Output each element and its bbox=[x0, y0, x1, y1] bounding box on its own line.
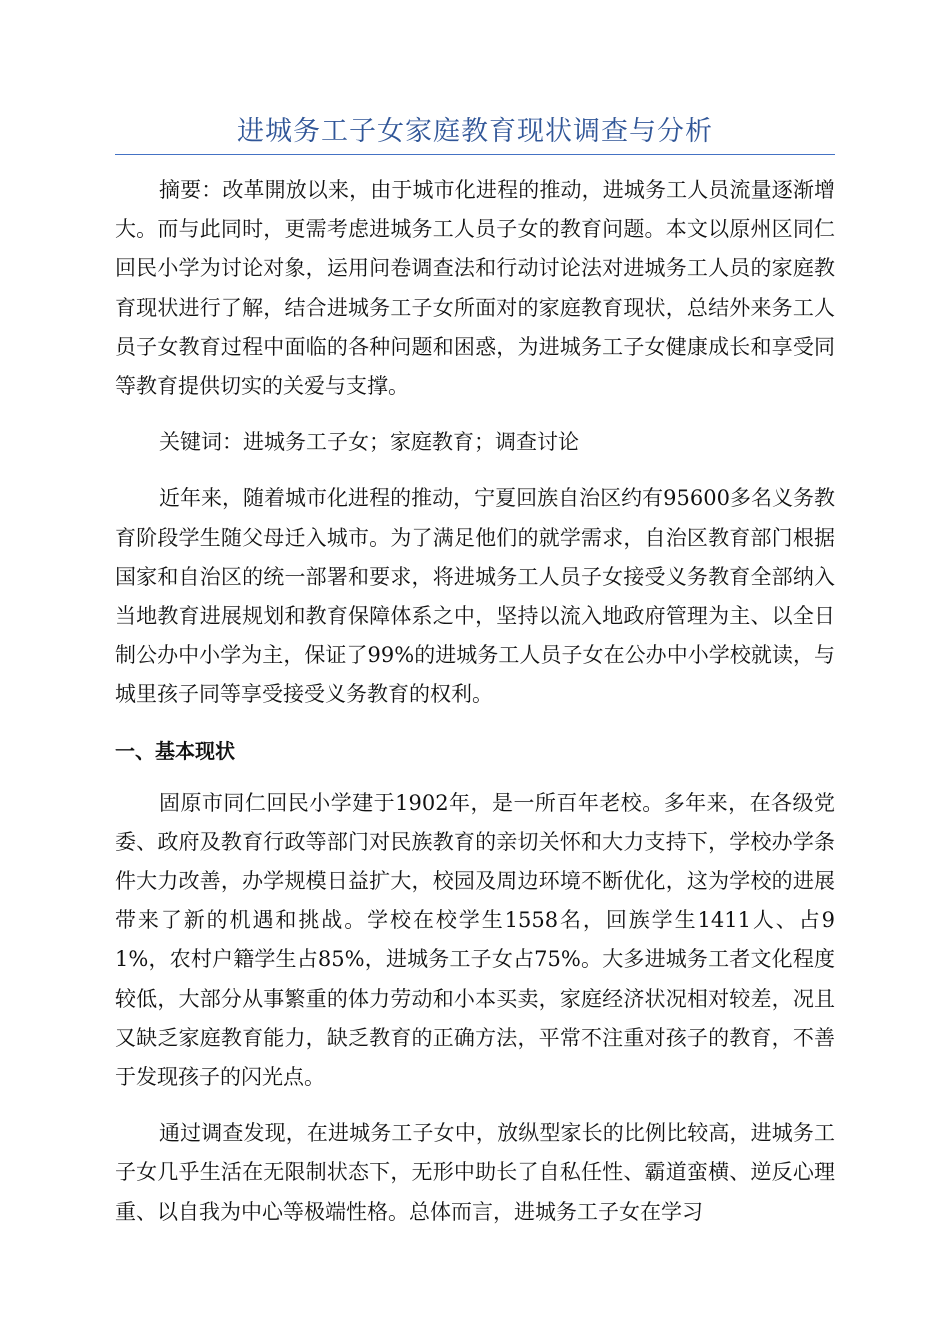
section-heading: 一、基本现状 bbox=[115, 738, 235, 763]
intro-paragraph: 近年来，随着城市化进程的推动，宁夏回族自治区约有95600多名义务教育阶段学生随父母迁入城市。为了满足他们的就学需求，自治区教育部门根据国家和自治区的统一部署和要求，将进城务工人员子女接受义务教育全部纳入当地教育进展规划和教育保障体系之中，坚持以流入地政府管理为主、以全日制公办中小学为主，保证了99%的进城务工人员子女在公办中小学校就读，与城里孩子同等享受接受义务教育的权利。 bbox=[115, 486, 835, 707]
title-underline bbox=[115, 154, 835, 155]
keywords-paragraph: 关键词：进城务工子女；家庭教育；调查讨论 bbox=[159, 430, 579, 455]
section-paragraph: 通过调查发现，在进城务工子女中，放纵型家长的比例比较高，进城务工子女几乎生活在无限制状态下，无形中助长了自私任性、霸道蛮横、逆反心理重、以自我为中心等极端性格。总体而言，进城务工子女在学习 bbox=[115, 1121, 835, 1224]
section-paragraph: 固原市同仁回民小学建于1902年，是一所百年老校。多年来，在各级党委、政府及教育行政等部门对民族教育的亲切关怀和大力支持下，学校办学条件大力改善，办学规模日益扩大，校园及周边环境不断优化，这为学校的进展带来了新的机遇和挑战。学校在校学生1558名，回族学生1411人、占91%，农村户籍学生占85%，进城务工子女占75%。大多进城务工者文化程度较低，大部分从事繁重的体力劳动和小本买卖，家庭经济状况相对较差，况且又缺乏家庭教育能力，缺乏教育的正确方法，平常不注重对孩子的教育，不善于发现孩子的闪光点。 bbox=[115, 790, 835, 1090]
abstract-paragraph: 摘要：改革開放以来，由于城市化进程的推动，进城务工人员流量逐渐增大。而与此同时，更需考虑进城务工人员子女的教育问题。本文以原州区同仁回民小学为讨论对象，运用问卷调查法和行动讨论法对进城务工人员的家庭教育现状进行了解，结合进城务工子女所面对的家庭教育现状，总结外来务工人员子女教育过程中面临的各种问题和困惑，为进城务工子女健康成长和享受同等教育提供切实的关爱与支撑。 bbox=[115, 178, 835, 399]
document-title: 进城务工子女家庭教育现状调查与分析 bbox=[237, 116, 713, 147]
document-body bbox=[115, 171, 835, 1232]
